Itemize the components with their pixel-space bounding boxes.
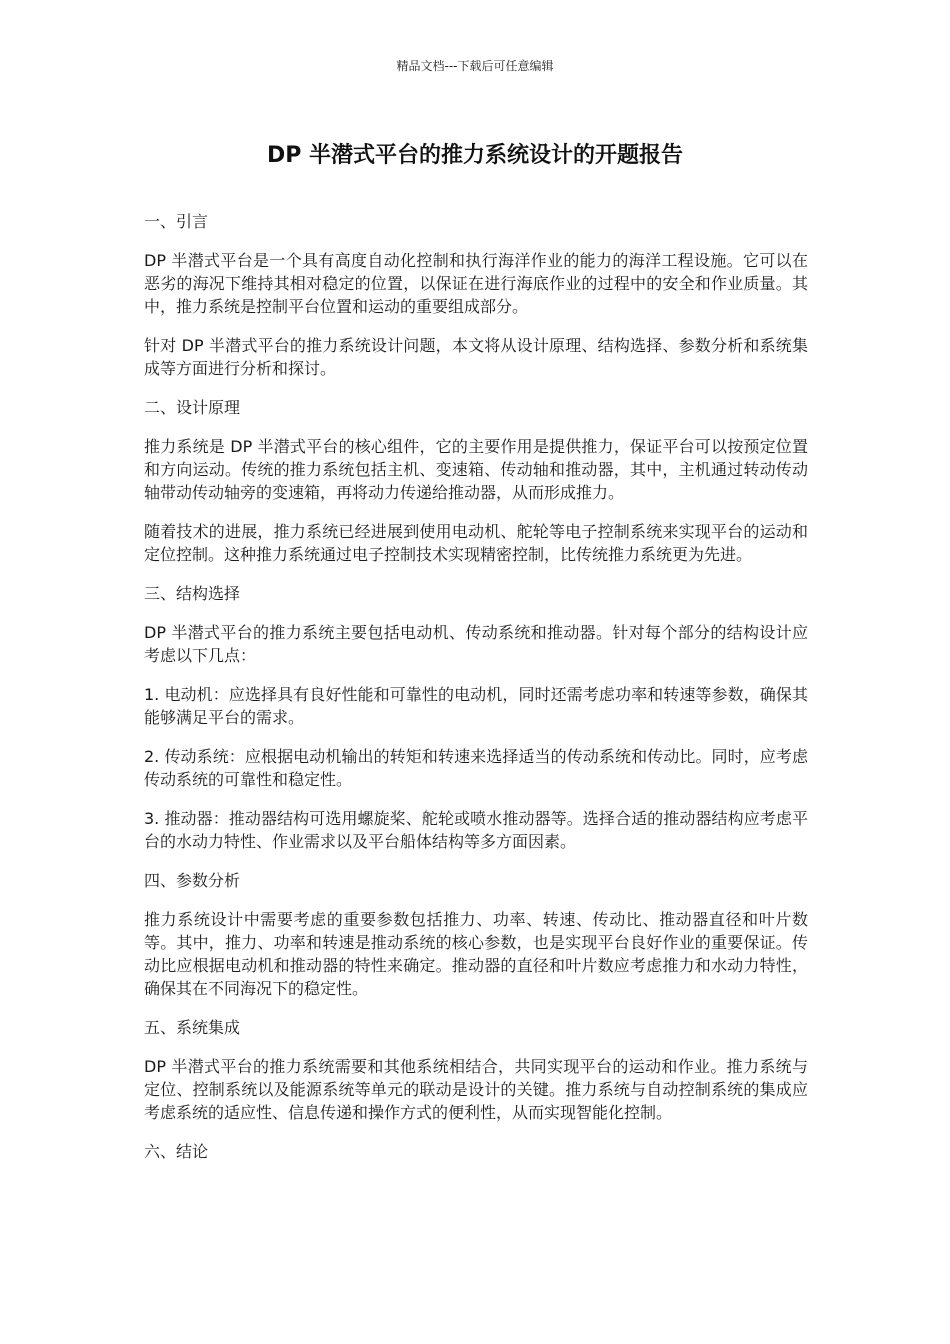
paragraph: 随着技术的进展，推力系统已经进展到使用电动机、舵轮等电子控制系统来实现平台的运动和定位控制。这种推力系统通过电子控制技术实现精密控制，比传统推力系统更为先进。 [144,522,808,564]
list-item: 3. 推动器：推动器结构可选用螺旋桨、舵轮或喷水推动器等。选择合适的推动器结构应考虑平台的水动力特性、作业需求以及平台船体结构等多方面因素。 [144,809,808,851]
paragraph: DP 半潜式平台的推力系统需要和其他系统相结合，共同实现平台的运动和作业。推力系统与定位、控制系统以及能源系统等单元的联动是设计的关键。推力系统与自动控制系统的集成应考虑系统的适应性、信息传递和操作方式的便利性，从而实现智能化控制。 [144,1057,808,1122]
section-heading: 六、结论 [144,1142,209,1161]
list-item: 2. 传动系统：应根据电动机输出的转矩和转速来选择适当的传动系统和传动比。同时，应考虑传动系统的可靠性和稳定性。 [144,747,808,789]
paragraph: DP 半潜式平台的推力系统主要包括电动机、传动系统和推动器。针对每个部分的结构设计应考虑以下几点： [144,623,808,665]
paragraph: 推力系统设计中需要考虑的重要参数包括推力、功率、转速、传动比、推动器直径和叶片数等。其中，推力、功率和转速是推动系统的核心参数，也是实现平台良好作业的重要保证。传动比应根据电动机和推动器的特性来确定。推动器的直径和叶片数应考虑推力和水动力特性，确保其在不同海况下的稳定性。 [144,910,808,998]
document-title: DP 半潜式平台的推力系统设计的开题报告 [266,143,684,168]
section-heading: 二、设计原理 [144,398,241,417]
section-heading: 四、参数分析 [144,871,241,890]
list-item: 1. 电动机：应选择具有良好性能和可靠性的电动机，同时还需考虑功率和转速等参数，确保其能够满足平台的需求。 [144,685,808,727]
section-heading: 三、结构选择 [144,584,241,603]
document-body [144,210,808,1179]
section-heading: 五、系统集成 [144,1018,241,1037]
page-header: 精品文档---下载后可任意编辑 [396,59,554,73]
section-heading: 一、引言 [144,212,209,231]
paragraph: 推力系统是 DP 半潜式平台的核心组件，它的主要作用是提供推力，保证平台可以按预定位置和方向运动。传统的推力系统包括主机、变速箱、传动轴和推动器，其中，主机通过转动传动轴带动传动轴旁的变速箱，再将动力传递给推动器，从而形成推力。 [144,437,808,502]
paragraph: 针对 DP 半潜式平台的推力系统设计问题，本文将从设计原理、结构选择、参数分析和系统集成等方面进行分析和探讨。 [144,336,808,378]
paragraph: DP 半潜式平台是一个具有高度自动化控制和执行海洋作业的能力的海洋工程设施。它可以在恶劣的海况下维持其相对稳定的位置，以保证在进行海底作业的过程中的安全和作业质量。其中，推力系统是控制平台位置和运动的重要组成部分。 [144,251,808,316]
